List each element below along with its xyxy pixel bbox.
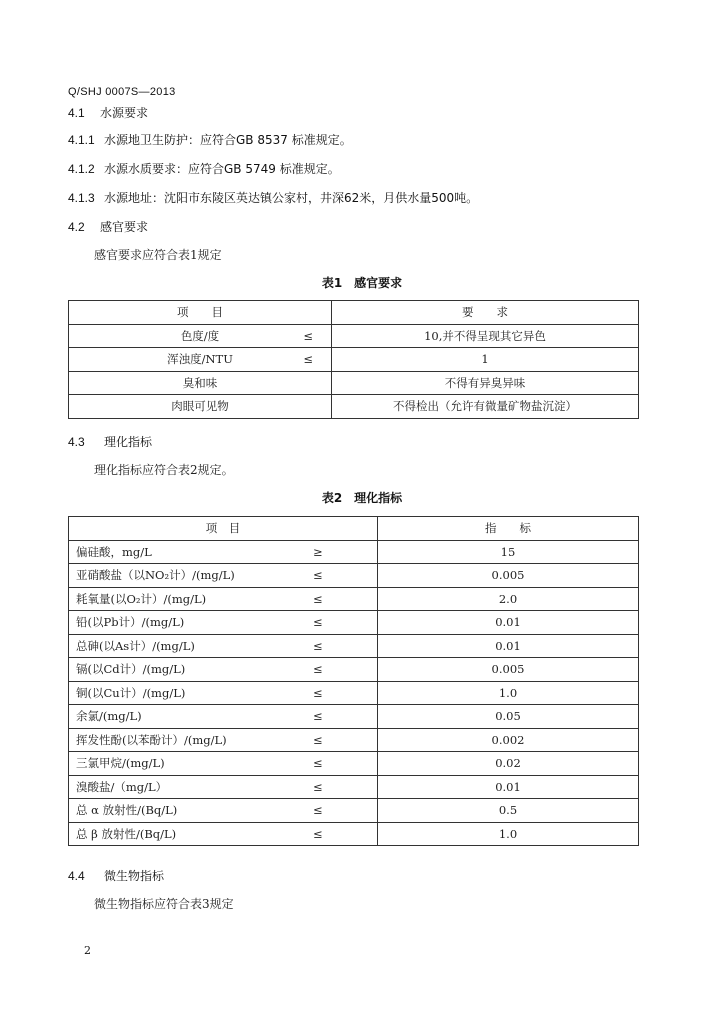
table-cell-value: 不得检出（允许有微量矿物盐沉淀） [332,395,639,419]
section-heading [68,104,148,121]
table-row [69,658,639,682]
paragraph-sensory: 感官要求应符合表1规定 [94,248,222,262]
table-cell-value: 0.01 [378,775,639,799]
table-row [69,564,639,588]
section-heading [68,433,152,450]
comparison-operator: ≤ [313,826,323,841]
table-header-cell: 项 目 [69,301,332,325]
table-cell-item: 总砷(以As计）/(mg/L) ≤ [69,634,378,658]
document-id: Q/SHJ 0007S—2013 [68,86,176,98]
table-row [69,540,639,564]
comparison-operator: ≤ [313,803,323,817]
table-row [69,587,639,611]
table-header-cell: 项 目 [69,517,378,541]
table-cell-value: 0.002 [378,728,639,752]
table-cell-value: 1 [332,348,639,372]
comparison-operator: ≤ [303,352,313,366]
table1-sensory [68,300,639,419]
table-cell-value: 0.005 [378,658,639,682]
clause-text: 水源水质要求：应符合GB 5749 标准规定。 [104,162,340,176]
table-cell-value: 0.5 [378,799,639,823]
section-title: 感官要求 [100,220,149,234]
table-row [69,681,639,705]
paragraph-physchem: 理化指标应符合表2规定。 [94,463,234,477]
table-row [69,822,639,846]
table-cell-item: 耗氧量(以O₂计）/(mg/L) ≤ [69,587,378,611]
table-cell-item: 总 β 放射性/(Bq/L) ≤ [69,822,378,846]
table-row [69,634,639,658]
table-cell-value: 0.05 [378,705,639,729]
table-cell-value: 1.0 [378,681,639,705]
table-header-row [69,517,639,541]
table-cell-item: 偏硅酸，mg/L ≥ [69,540,378,564]
table-cell-item: 三氯甲烷/(mg/L) ≤ [69,752,378,776]
table2-caption: 表2 理化指标 [321,491,403,505]
clause-text: 水源地卫生防护：应符合GB 8537 标准规定。 [104,133,352,147]
section-heading [68,867,164,884]
comparison-operator: ≤ [313,591,323,606]
comparison-operator: ≤ [313,638,323,653]
comparison-operator: ≤ [313,779,323,794]
section-title: 理化指标 [104,435,153,449]
table-row [69,752,639,776]
comparison-operator: ≤ [313,732,323,747]
table-row [69,611,639,635]
section-heading [68,218,148,235]
table-cell-item: 溴酸盐/（mg/L） ≤ [69,775,378,799]
table-row [69,371,639,395]
table-cell-item: 镉(以Cd计）/(mg/L) ≤ [69,658,378,682]
clause-number: 4.1.2 [68,162,95,176]
table-row [69,395,639,419]
table-cell-value: 0.01 [378,611,639,635]
paragraph-micro: 微生物指标应符合表3规定 [94,897,234,911]
table-cell-item: 余氯/(mg/L) ≤ [69,705,378,729]
table-cell-item: 臭和味 [69,371,332,395]
clause-number: 4.1.1 [68,133,95,147]
table-row [69,799,639,823]
table-cell-value: 10,并不得呈现其它异色 [332,324,639,348]
section-title: 水源要求 [100,106,149,120]
comparison-operator: ≥ [313,544,323,559]
table-header-row [69,301,639,325]
table-cell-item: 铅(以Pb计）/(mg/L) ≤ [69,611,378,635]
table-header-cell: 指 标 [378,517,639,541]
comparison-operator: ≤ [313,662,323,676]
table-cell-item: 浑浊度/NTU ≤ [69,348,332,372]
clause-number: 4.1.3 [68,191,95,205]
table-cell-item: 铜(以Cu计）/(mg/L) ≤ [69,681,378,705]
table-cell-value: 0.02 [378,752,639,776]
table-cell-value: 15 [378,540,639,564]
comparison-operator: ≤ [313,615,323,629]
table2-physicochemical [68,516,639,846]
table-cell-value: 不得有异臭异味 [332,371,639,395]
table-cell-value: 0.005 [378,564,639,588]
clause-text: 水源地址：沈阳市东陵区英达镇公家村，井深62米，月供水量500吨。 [104,191,479,205]
table-header-cell: 要 求 [332,301,639,325]
comparison-operator: ≤ [313,685,323,700]
table1-caption: 表1 感官要求 [321,276,403,290]
comparison-operator: ≤ [313,709,323,723]
table-cell-item: 挥发性酚(以苯酚计）/(mg/L) ≤ [69,728,378,752]
table-cell-item: 亚硝酸盐（以NO₂计）/(mg/L) ≤ [69,564,378,588]
table-cell-item: 肉眼可见物 [69,395,332,419]
table-cell-value: 2.0 [378,587,639,611]
clause [68,131,352,148]
table-cell-item: 总 α 放射性/(Bq/L) ≤ [69,799,378,823]
table-row [69,705,639,729]
clause [68,160,340,177]
table-row [69,348,639,372]
section-number: 4.1 [68,106,85,120]
page-number: 2 [84,944,91,957]
table-row [69,775,639,799]
section-number: 4.2 [68,220,85,234]
comparison-operator: ≤ [313,568,323,582]
table-cell-value: 0.01 [378,634,639,658]
comparison-operator: ≤ [303,328,313,343]
section-title: 微生物指标 [104,869,165,883]
clause [68,189,478,206]
table-cell-item: 色度/度 ≤ [69,324,332,348]
comparison-operator: ≤ [313,756,323,770]
table-row [69,728,639,752]
section-number: 4.3 [68,435,85,449]
section-number: 4.4 [68,869,85,883]
table-cell-value: 1.0 [378,822,639,846]
table-row [69,324,639,348]
